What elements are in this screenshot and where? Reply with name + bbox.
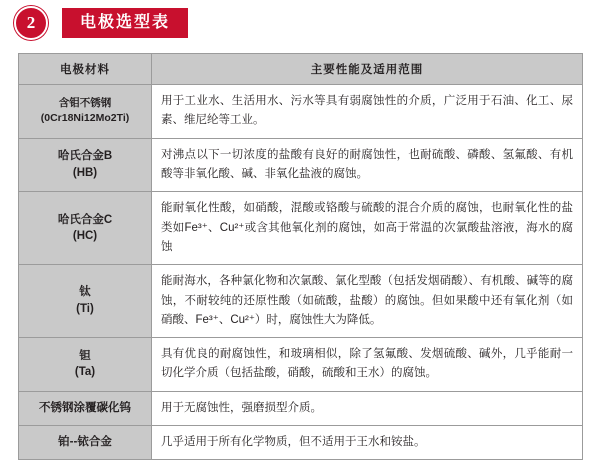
table-row (19, 138, 583, 192)
cell-description: 用于无腐蚀性，强磨损型介质。 (152, 391, 583, 425)
material-name-line1: 钽 (79, 349, 91, 362)
material-name-line1: 哈氏合金B (57, 150, 113, 163)
column-header-description: 主要性能及适用范围 (152, 54, 583, 85)
material-name-line1: 铂--铱合金 (58, 436, 112, 449)
cell-material (19, 138, 152, 192)
cell-description: 用于工业水、生活用水、污水等具有弱腐蚀性的介质，广泛用于石油、化工、尿素、维尼纶等工业。 (152, 85, 583, 139)
section-number-badge: 2 (14, 6, 48, 40)
document-header (0, 0, 600, 46)
column-header-material: 电极材料 (19, 54, 152, 85)
material-name-line2: (HB) (72, 166, 98, 179)
cell-description: 几乎适用于所有化学物质，但不适用于王水和铵盐。 (152, 426, 583, 460)
table-row (19, 265, 583, 338)
cell-material (19, 391, 152, 425)
page-title: 电极选型表 (62, 8, 188, 38)
cell-material (19, 338, 152, 392)
material-name-line2: (Ta) (74, 366, 96, 379)
cell-description: 具有优良的耐腐蚀性，和玻璃相似，除了氢氟酸、发烟硫酸、碱外，几乎能耐一切化学介质（包括盐酸，硝酸，硫酸和王水）的腐蚀。 (152, 338, 583, 392)
cell-description: 对沸点以下一切浓度的盐酸有良好的耐腐蚀性，也耐硫酸、磷酸、氢氟酸、有机酸等非氧化酸、碱、非氧化盐液的腐蚀。 (152, 138, 583, 192)
material-name-line1: 含钼不锈钢 (58, 97, 112, 110)
material-name-line2: (0Cr18Ni12Mo2Ti) (40, 112, 130, 125)
table-row (19, 192, 583, 265)
table-row (19, 391, 583, 425)
table-row (19, 338, 583, 392)
electrode-selection-table (18, 53, 583, 460)
cell-material (19, 85, 152, 139)
cell-description: 能耐氧化性酸，如硝酸，混酸或铬酸与硫酸的混合介质的腐蚀，也耐氧化性的盐类如Fe³⁺、Cu²⁺或含其他氧化剂的腐蚀，如高于常温的次氯酸盐溶液，海水的腐蚀 (152, 192, 583, 265)
material-name-line2: (Ti) (76, 303, 94, 316)
table-header-row (19, 54, 583, 85)
material-name-line1: 不锈钢涂覆碳化钨 (39, 402, 131, 415)
cell-description: 能耐海水，各种氯化物和次氯酸、氯化型酸（包括发烟硝酸）、有机酸、碱等的腐蚀，不耐较纯的还原性酸（如硫酸，盐酸）的腐蚀。但如果酸中还有氧化剂（如硝酸、Fe³⁺、Cu²⁺）时，腐蚀性大为降低。 (152, 265, 583, 338)
electrode-selection-table-wrapper (18, 53, 582, 460)
material-name-line1: 钛 (79, 286, 91, 299)
cell-material (19, 192, 152, 265)
material-name-line1: 哈氏合金C (57, 213, 113, 226)
material-name-line2: (HC) (72, 230, 98, 243)
cell-material (19, 265, 152, 338)
table-row (19, 85, 583, 139)
